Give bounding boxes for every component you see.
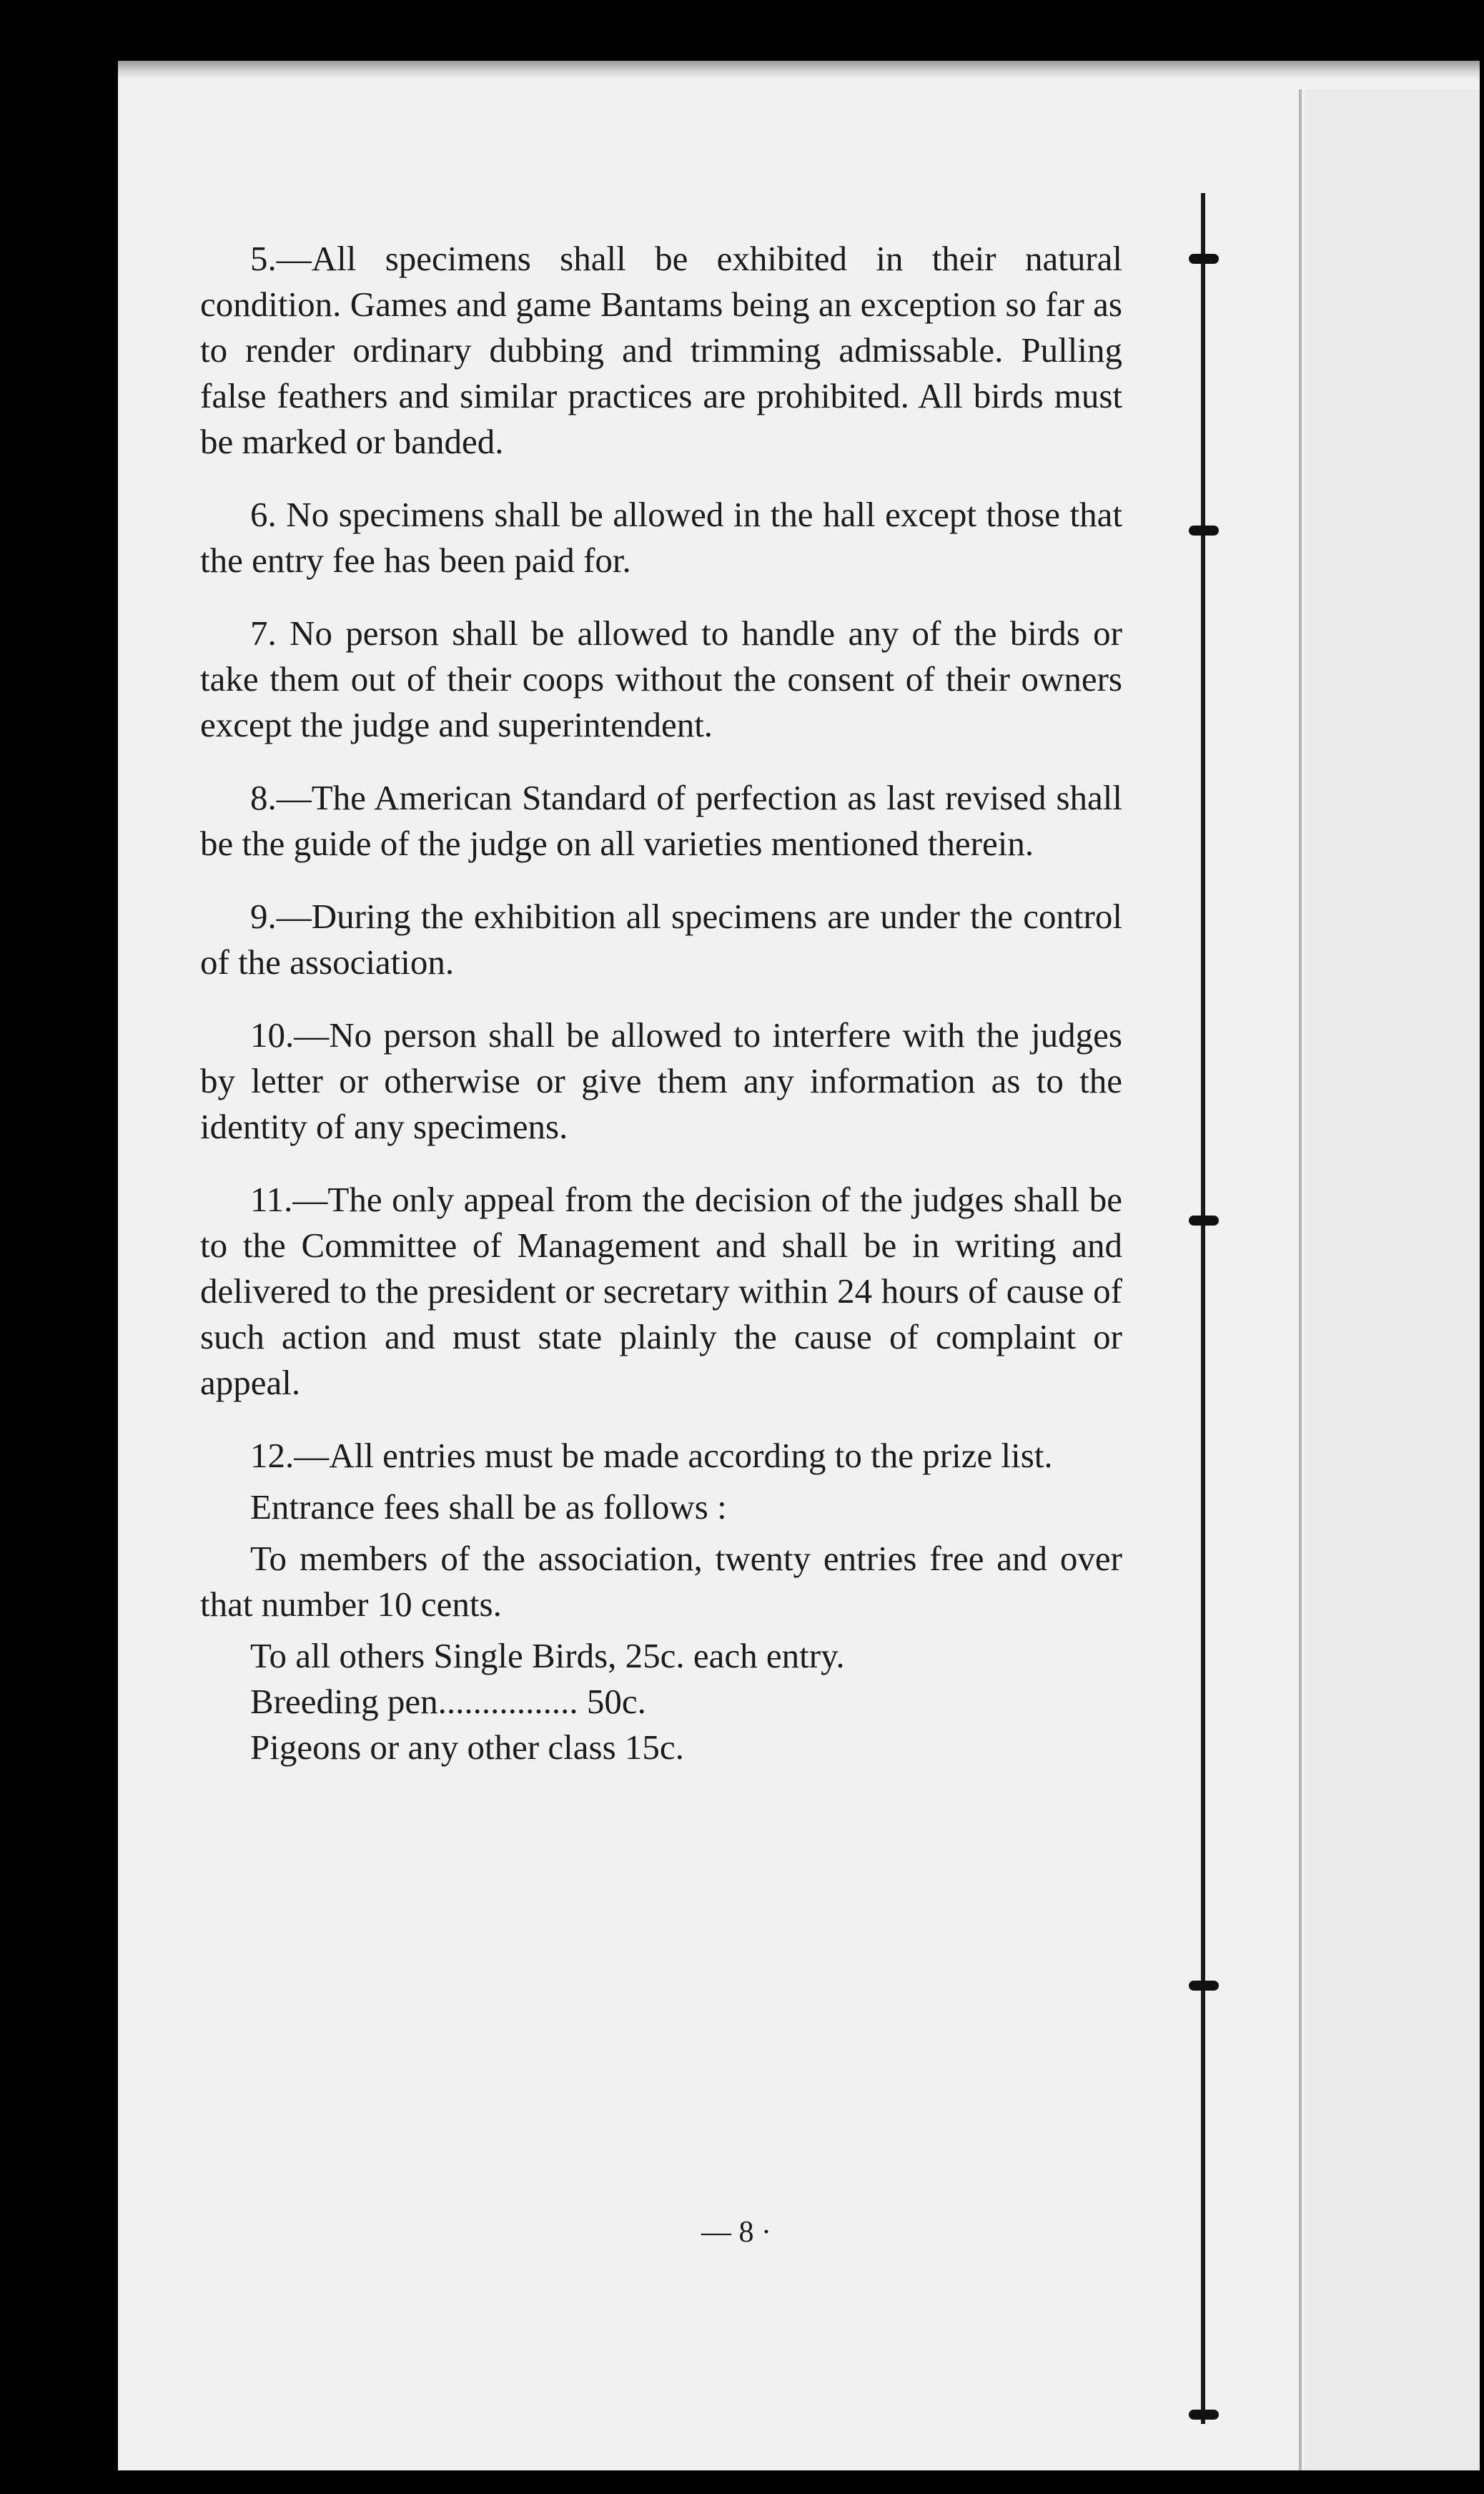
fees-intro: Entrance fees shall be as follows : [250,1487,727,1527]
stitch-knot [1189,254,1219,264]
rule-11: 11.—The only appeal from the decision of the judges shall be to the Committee of Management and shall be in writing and delivered to the president or secretary within 24 hours of cause of such action and must state plainly the cause of complaint or appeal. [200,1180,1122,1402]
stitch-knot [1189,2410,1219,2420]
stitch-knot [1189,526,1219,536]
fees-others: To all others Single Birds, 25c. each entry. [250,1636,845,1675]
rule-12: 12.—All entries must be made according to the prize list. [250,1436,1053,1475]
rule-10: 10.—No person shall be allowed to interfere with the judges by letter or otherwise or give them any information as to the identity of any specimens. [200,1015,1122,1146]
fees-breeding-pen: Breeding pen................ 50c. [250,1682,646,1721]
fees-members: To members of the association, twenty entries free and over that number 10 cents. [200,1539,1122,1624]
fees-pigeons: Pigeons or any other class 15c. [250,1727,684,1767]
rule-6: 6. No specimens shall be allowed in the hall except those that the entry fee has been paid for. [200,495,1122,580]
stitch-knot [1189,1981,1219,1991]
rule-8: 8.—The American Standard of perfection as last revised shall be the guide of the judge on all varieties mentioned therein. [200,778,1122,863]
rule-7: 7. No person shall be allowed to handle any of the birds or take them out of their coops without the consent of their owners except the judge and superintendent. [200,613,1122,744]
rules-text [200,236,1122,1770]
page-fold [1299,89,1302,2470]
rule-5: 5.—All specimens shall be exhibited in their natural condition. Games and game Bantams being an exception so far as to render ordinary dubbing and trimming admissable. Pulling false feathers and similar practices are prohibited. All birds must be marked or banded. [200,239,1122,461]
page-number: — 8 · [701,2216,771,2249]
page-top-edge [118,61,1480,79]
stitch-knot [1189,1216,1219,1226]
rule-9: 9.—During the exhibition all specimens are under the control of the association. [200,897,1122,982]
adjacent-page-edge [1305,89,1480,2470]
